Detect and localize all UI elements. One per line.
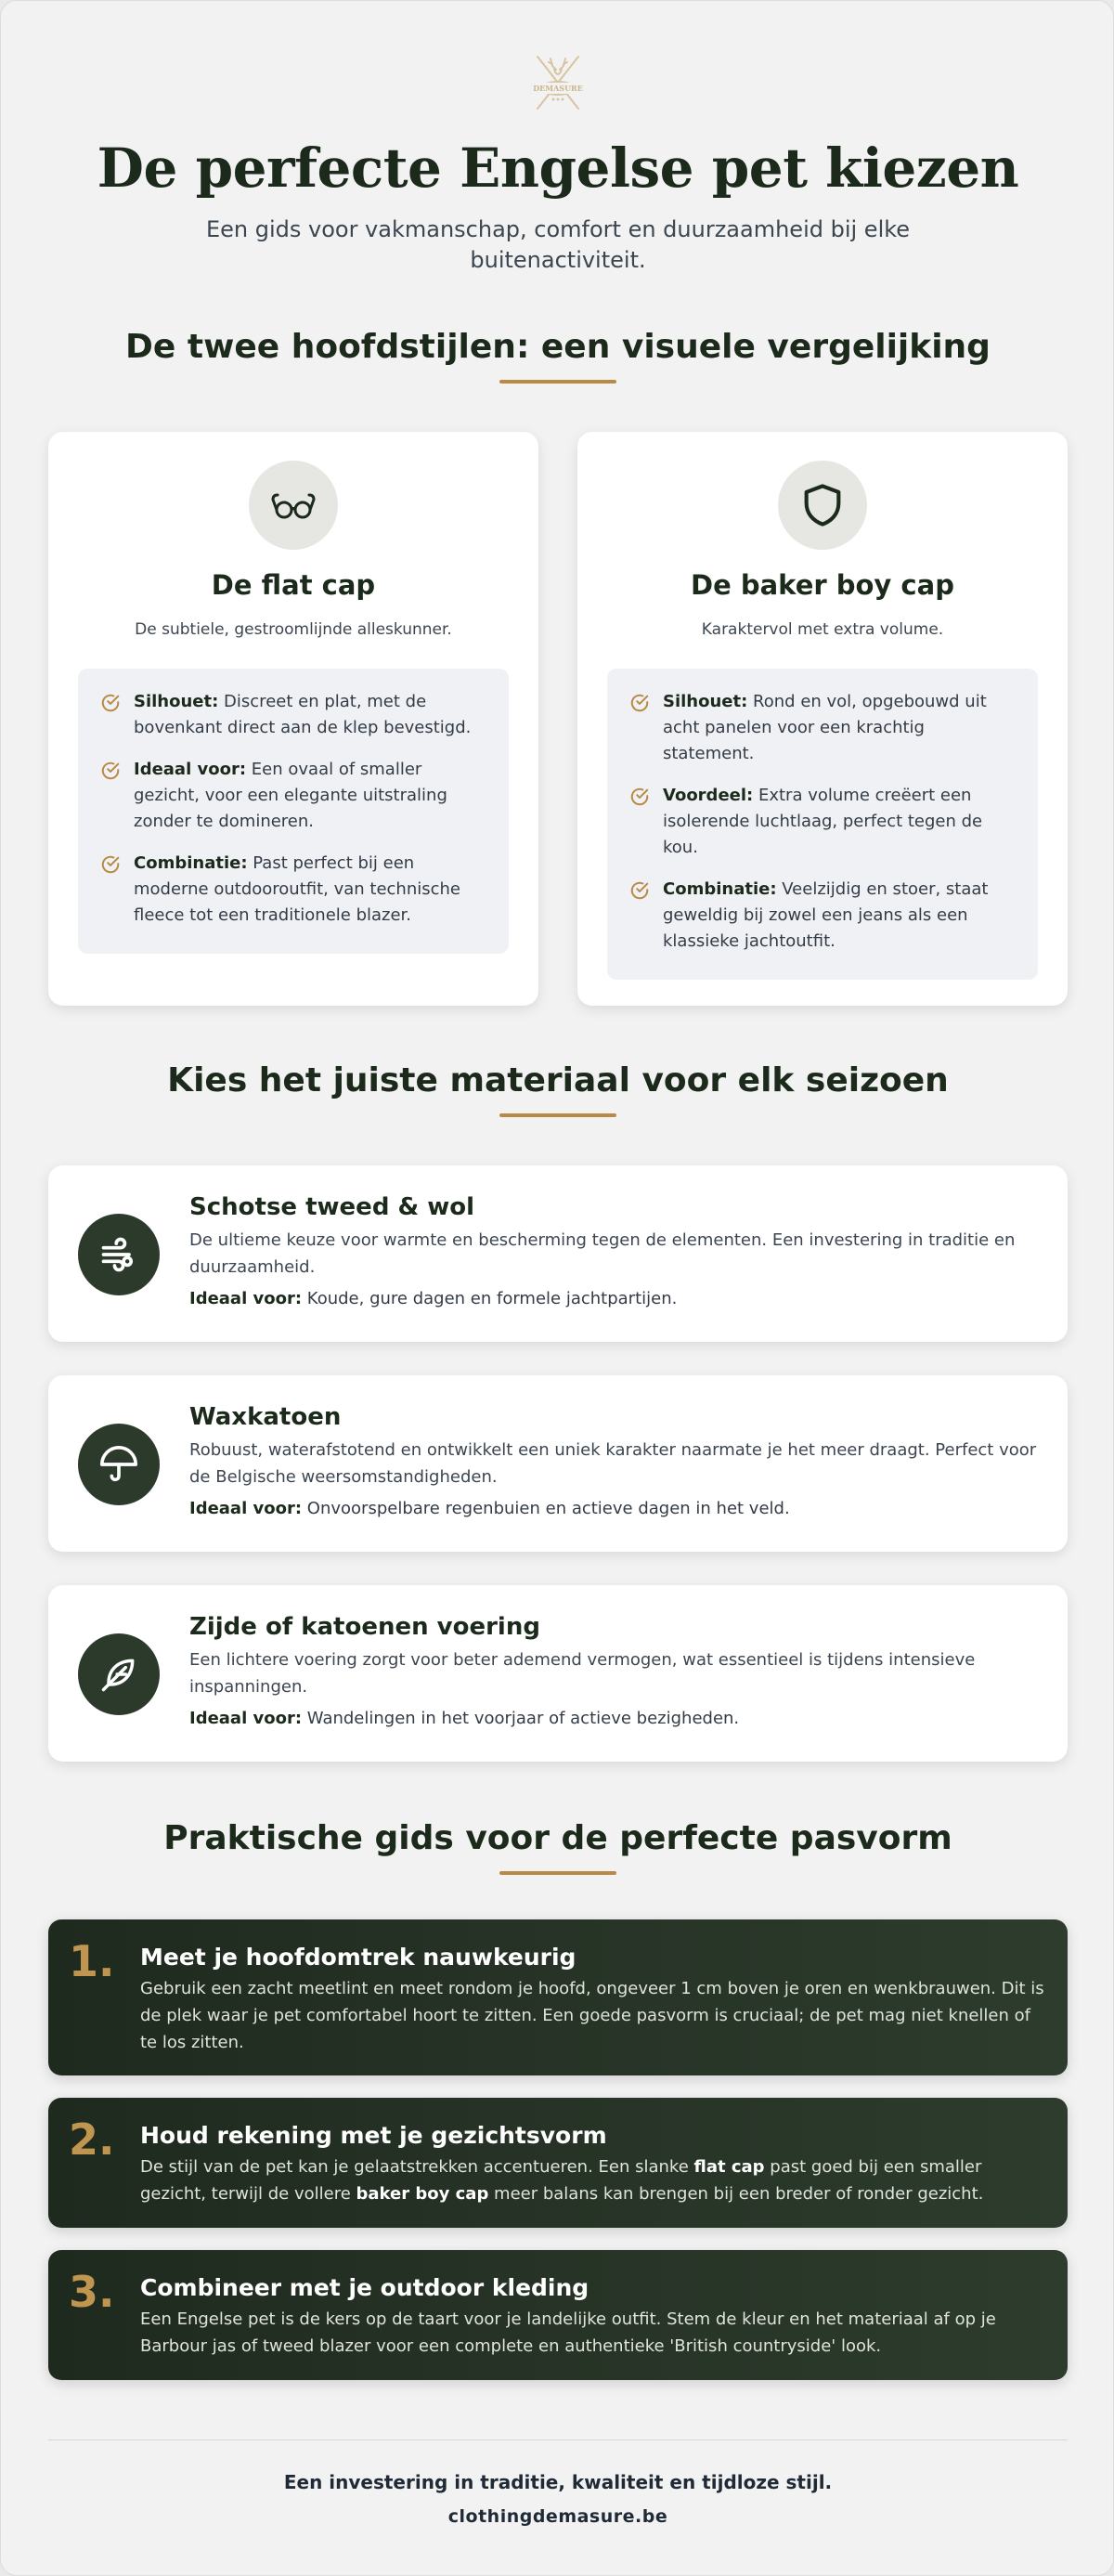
check-circle-icon	[629, 693, 650, 713]
material-title: Schotse tweed & wol	[189, 1193, 474, 1221]
page-subtitle: Een gids voor vakmanschap, comfort en duurzaamheid bij elke buitenactiviteit.	[205, 216, 911, 273]
check-circle-icon	[629, 787, 650, 807]
fit-step-2	[48, 2098, 1068, 2228]
style-card-flat-cap	[48, 432, 538, 1006]
material-ideal: Ideaal voor: Wandelingen in het voorjaar of actieve bezigheden.	[189, 1709, 740, 1728]
list-item: Silhouet: Discreet en plat, met de bovenkant direct aan de klep bevestigd.	[100, 689, 486, 741]
glasses-icon	[249, 461, 338, 550]
material-card-voering	[48, 1585, 1068, 1762]
material-card-waxkatoen	[48, 1375, 1068, 1552]
step-text: Gebruik een zacht meetlint en meet rondom je hoofd, ongeveer 1 cm boven je oren en wenkbrauwen. Dit is de plek waar je pet comfortabel hoort te zitten. Een goede pasvorm is cruciaal; de pet mag niet knellen of te los zitten.	[140, 1979, 1044, 2052]
section-divider	[499, 1871, 616, 1875]
style-card-tagline: De subtiele, gestroomlijnde alleskunner.	[135, 620, 452, 639]
svg-text:DEMASURE: DEMASURE	[533, 84, 583, 93]
step-number: 2.	[69, 2114, 115, 2165]
step-text: De stijl van de pet kan je gelaatstrekken accentueren. Een slanke flat cap past goed bij een smaller gezicht, terwijl de vollere baker boy cap meer balans kan brengen bij een breder of ronder gezicht.	[140, 2157, 984, 2204]
step-text: Een Engelse pet is de kers op de taart voor je landelijke outfit. Stem de kleur en het materiaal af op je Barbour jas of tweed blazer voor een complete en authentieke 'British countryside' look.	[140, 2309, 996, 2356]
style-card-title: De baker boy cap	[691, 569, 954, 601]
section-divider	[499, 1113, 616, 1117]
material-description: Robuust, waterafstotend en ontwikkelt een uniek karakter naarmate je het meer draagt. Perfect voor de Belgische weersomstandigheden.	[189, 1440, 1037, 1487]
style-card-points	[607, 669, 1038, 980]
style-card-points	[78, 669, 509, 954]
style-card-tagline: Karaktervol met extra volume.	[701, 620, 944, 639]
list-item: Silhouet: Rond en vol, opgebouwd uit acht panelen voor een krachtig statement.	[629, 689, 1016, 767]
brand-logo	[521, 47, 595, 122]
list-item: Combinatie: Veelzijdig en stoer, staat geweldig bij zowel een jeans als een klassieke jachtoutfit.	[629, 877, 1016, 955]
style-card-baker-boy-cap	[577, 432, 1068, 1006]
footer-tagline: Een investering in traditie, kwaliteit en tijdloze stijl.	[283, 2471, 833, 2493]
step-title: Combineer met je outdoor kleding	[140, 2274, 589, 2301]
fit-step-3	[48, 2250, 1068, 2380]
fit-section-title: Praktische gids voor de perfecte pasvorm	[163, 1819, 952, 1857]
section-divider	[499, 380, 616, 384]
footer-divider	[48, 2439, 1068, 2440]
material-title: Zijde of katoenen voering	[189, 1613, 540, 1641]
list-item: Voordeel: Extra volume creëert een isolerende luchtlaag, perfect tegen de kou.	[629, 783, 1016, 861]
list-item: Ideaal voor: Een ovaal of smaller gezicht, voor een elegante uitstraling zonder te domineren.	[100, 757, 486, 835]
material-title: Waxkatoen	[189, 1403, 342, 1431]
step-number: 1.	[69, 1936, 115, 1986]
wind-icon	[78, 1214, 160, 1295]
check-circle-icon	[100, 693, 121, 713]
step-title: Meet je hoofdomtrek nauwkeurig	[140, 1944, 576, 1971]
fit-step-1	[48, 1919, 1068, 2075]
page-title: De perfecte Engelse pet kiezen	[97, 137, 1019, 200]
list-item: Combinatie: Past perfect bij een moderne outdooroutfit, van technische fleece tot een traditionele blazer.	[100, 851, 486, 929]
materials-section-title: Kies het juiste materiaal voor elk seizoen	[167, 1061, 949, 1099]
footer-link[interactable]: clothingdemasure.be	[447, 2506, 668, 2527]
umbrella-icon	[78, 1424, 160, 1505]
material-description: Een lichtere voering zorgt voor beter ademend vermogen, wat essentieel is tijdens intensieve inspanningen.	[189, 1650, 976, 1697]
feather-icon	[78, 1633, 160, 1715]
check-circle-icon	[629, 880, 650, 901]
step-number: 3.	[69, 2267, 115, 2317]
shield-icon	[778, 461, 867, 550]
check-circle-icon	[100, 854, 121, 875]
styles-section-title: De twee hoofdstijlen: een visuele vergelijking	[125, 328, 991, 366]
material-description: De ultieme keuze voor warmte en bescherming tegen de elementen. Een investering in traditie en duurzaamheid.	[189, 1230, 1016, 1277]
style-card-title: De flat cap	[211, 569, 376, 601]
material-card-tweed	[48, 1165, 1068, 1342]
check-circle-icon	[100, 761, 121, 781]
material-ideal: Ideaal voor: Koude, gure dagen en formele jachtpartijen.	[189, 1289, 678, 1308]
material-ideal: Ideaal voor: Onvoorspelbare regenbuien en actieve dagen in het veld.	[189, 1499, 790, 1518]
step-title: Houd rekening met je gezichtsvorm	[140, 2122, 607, 2149]
